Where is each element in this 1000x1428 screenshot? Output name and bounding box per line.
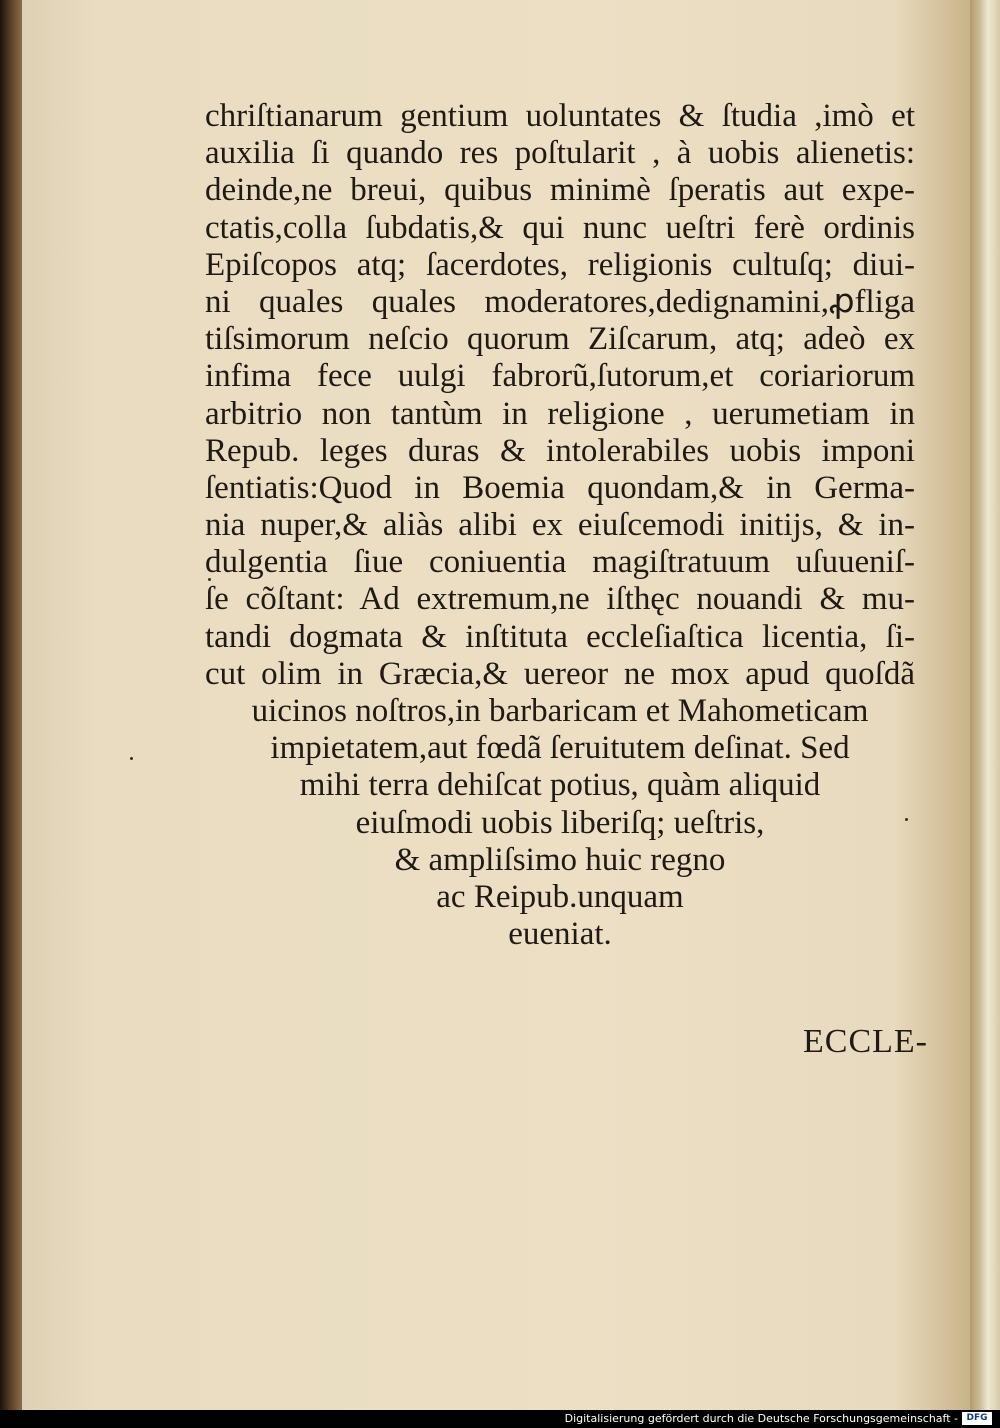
text-line: tiſsimorum neſcio quorum Ziſcarum, atq; adeò ex (205, 321, 915, 358)
text-line: dulgentia ſiue coniuentia magiſtratuum uſuueniſ- (205, 544, 915, 581)
text-line: impietatem,aut fœdã ſeruitutem deſinat. Sed (270, 730, 850, 767)
text-line: tandi dogmata & inſtituta eccleſiaſtica licentia, ſi- (205, 618, 915, 655)
text-line: Repub. leges duras & intolerabiles uobis imponi (205, 432, 915, 469)
book-binding-edge (0, 0, 22, 1428)
text-line: auxilia ſi quando res poſtularit , à uobis alienetis: (205, 135, 915, 172)
body-text (205, 98, 915, 953)
text-line: ni quales quales moderatores,dedignamini,ꝓfliga (205, 283, 915, 320)
text-line: ſentiatis:Quod in Boemia quondam,& in Germa- (205, 469, 915, 506)
text-line: ctatis,colla ſubdatis,& qui nunc ueſtri ferè ordinis (205, 209, 915, 246)
text-line: Epiſcopos atq; ſacerdotes, religionis cultuſq; diui- (205, 246, 915, 283)
text-line: deinde,ne breui, quibus minimè ſperatis aut expe- (205, 172, 915, 209)
text-line: & ampliſsimo huic regno (394, 841, 726, 878)
text-line: uicinos noſtros,in barbaricam et Mahometicam (251, 693, 869, 729)
text-line: eueniat. (508, 916, 612, 953)
ink-speck (130, 757, 133, 760)
text-line: cut olim in Græcia,& uereor ne mox apud quoſdã (205, 655, 915, 692)
text-line: eiuſmodi uobis liberiſq; ueſtris, (355, 804, 765, 841)
text-line: nia nuper,& aliàs alibi ex eiuſcemodi initijs, & in- (205, 507, 915, 544)
text-line: ſe cõſtant: Ad extremum,ne iſthęc nouandi & mu- (205, 581, 915, 618)
funding-credit: Digitalisierung gefördert durch die Deutsche Forschungsgemeinschaft - (564, 1412, 958, 1425)
page-stack-edge (970, 0, 1000, 1410)
text-line: mihi terra dehiſcat potius, quàm aliquid (299, 767, 821, 804)
text-line: arbitrio non tantùm in religione , uerumetiam in (205, 395, 915, 432)
dfg-logo: DFG (962, 1412, 992, 1425)
text-line: chriſtianarum gentium uoluntates & ſtudia ,imò et (205, 98, 915, 134)
text-line: ac Reipub.unquam (436, 878, 684, 915)
catchword: ECCLE- (803, 1023, 928, 1060)
text-line: infima fece uulgi fabrorũ,ſutorum,et coriariorum (205, 358, 915, 395)
